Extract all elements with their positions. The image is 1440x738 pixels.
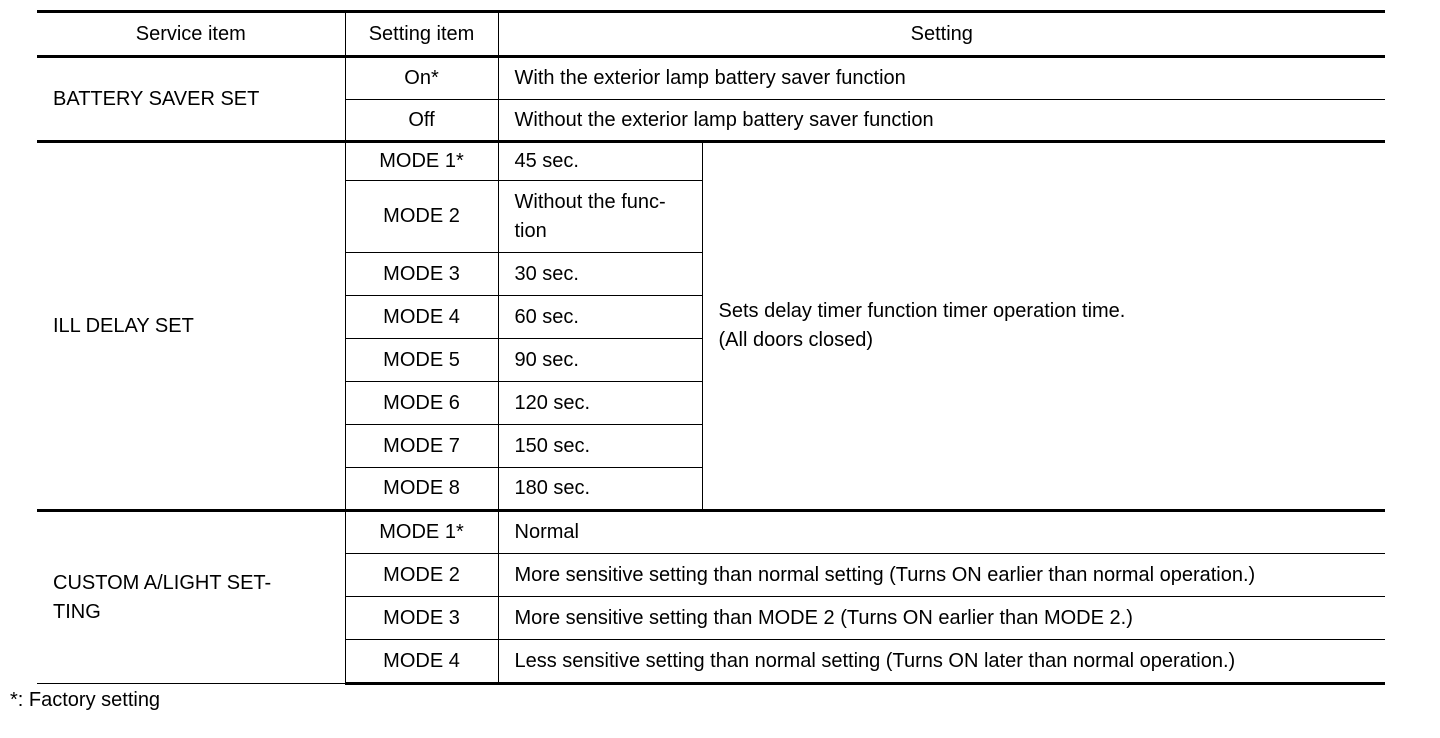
header-setting-item: Setting item	[345, 12, 498, 57]
setting-item-cell: MODE 2	[345, 554, 498, 597]
setting-cell: 60 sec.	[498, 296, 702, 339]
custom-alight-line2: TING	[53, 600, 101, 623]
setting-item-cell: MODE 3	[345, 253, 498, 296]
setting-cell: 30 sec.	[498, 253, 702, 296]
setting-cell: Normal	[498, 511, 1385, 554]
table-header-row	[37, 12, 1385, 57]
header-service-item: Service item	[37, 12, 345, 57]
setting-item-cell: MODE 5	[345, 339, 498, 382]
service-ill-delay: ILL DELAY SET	[37, 142, 345, 511]
setting-item-cell: MODE 4	[345, 296, 498, 339]
setting-item-cell: MODE 7	[345, 425, 498, 468]
setting-cell: Without the exterior lamp battery saver function	[498, 100, 1385, 142]
settings-table-container	[37, 10, 1385, 685]
settings-table	[37, 10, 1385, 685]
setting-item-cell: Off	[345, 100, 498, 142]
ill-delay-description-line1: Sets delay timer function timer operation time.	[718, 300, 1126, 322]
table-row	[37, 511, 1385, 554]
setting-item-cell: MODE 1*	[345, 142, 498, 181]
setting-cell: More sensitive setting than MODE 2 (Turns ON earlier than MODE 2.)	[498, 597, 1385, 640]
setting-item-cell: MODE 6	[345, 382, 498, 425]
setting-cell: Less sensitive setting than normal setting (Turns ON later than normal operation.)	[498, 640, 1385, 684]
service-custom-alight	[37, 511, 345, 684]
header-setting: Setting	[498, 12, 1385, 57]
setting-item-cell: MODE 8	[345, 468, 498, 511]
table-row	[37, 57, 1385, 100]
setting-cell: More sensitive setting than normal setting (Turns ON earlier than normal operation.)	[498, 554, 1385, 597]
setting-cell: 150 sec.	[498, 425, 702, 468]
setting-item-cell: On*	[345, 57, 498, 100]
setting-cell: 120 sec.	[498, 382, 702, 425]
table-row	[37, 142, 1385, 181]
custom-alight-line1: CUSTOM A/LIGHT SET-	[53, 571, 272, 594]
service-battery-saver: BATTERY SAVER SET	[37, 57, 345, 142]
setting-cell: Without the func- tion	[498, 181, 702, 253]
footnote: *: Factory setting	[10, 689, 161, 711]
setting-cell: With the exterior lamp battery saver function	[498, 57, 1385, 100]
setting-cell: 90 sec.	[498, 339, 702, 382]
ill-delay-description	[702, 142, 1385, 511]
setting-item-cell: MODE 1*	[345, 511, 498, 554]
setting-cell: 45 sec.	[498, 142, 702, 181]
setting-item-cell: MODE 4	[345, 640, 498, 684]
setting-cell: 180 sec.	[498, 468, 702, 511]
ill-delay-description-line2: (All doors closed)	[718, 329, 874, 351]
setting-item-cell: MODE 2	[345, 181, 498, 253]
setting-item-cell: MODE 3	[345, 597, 498, 640]
